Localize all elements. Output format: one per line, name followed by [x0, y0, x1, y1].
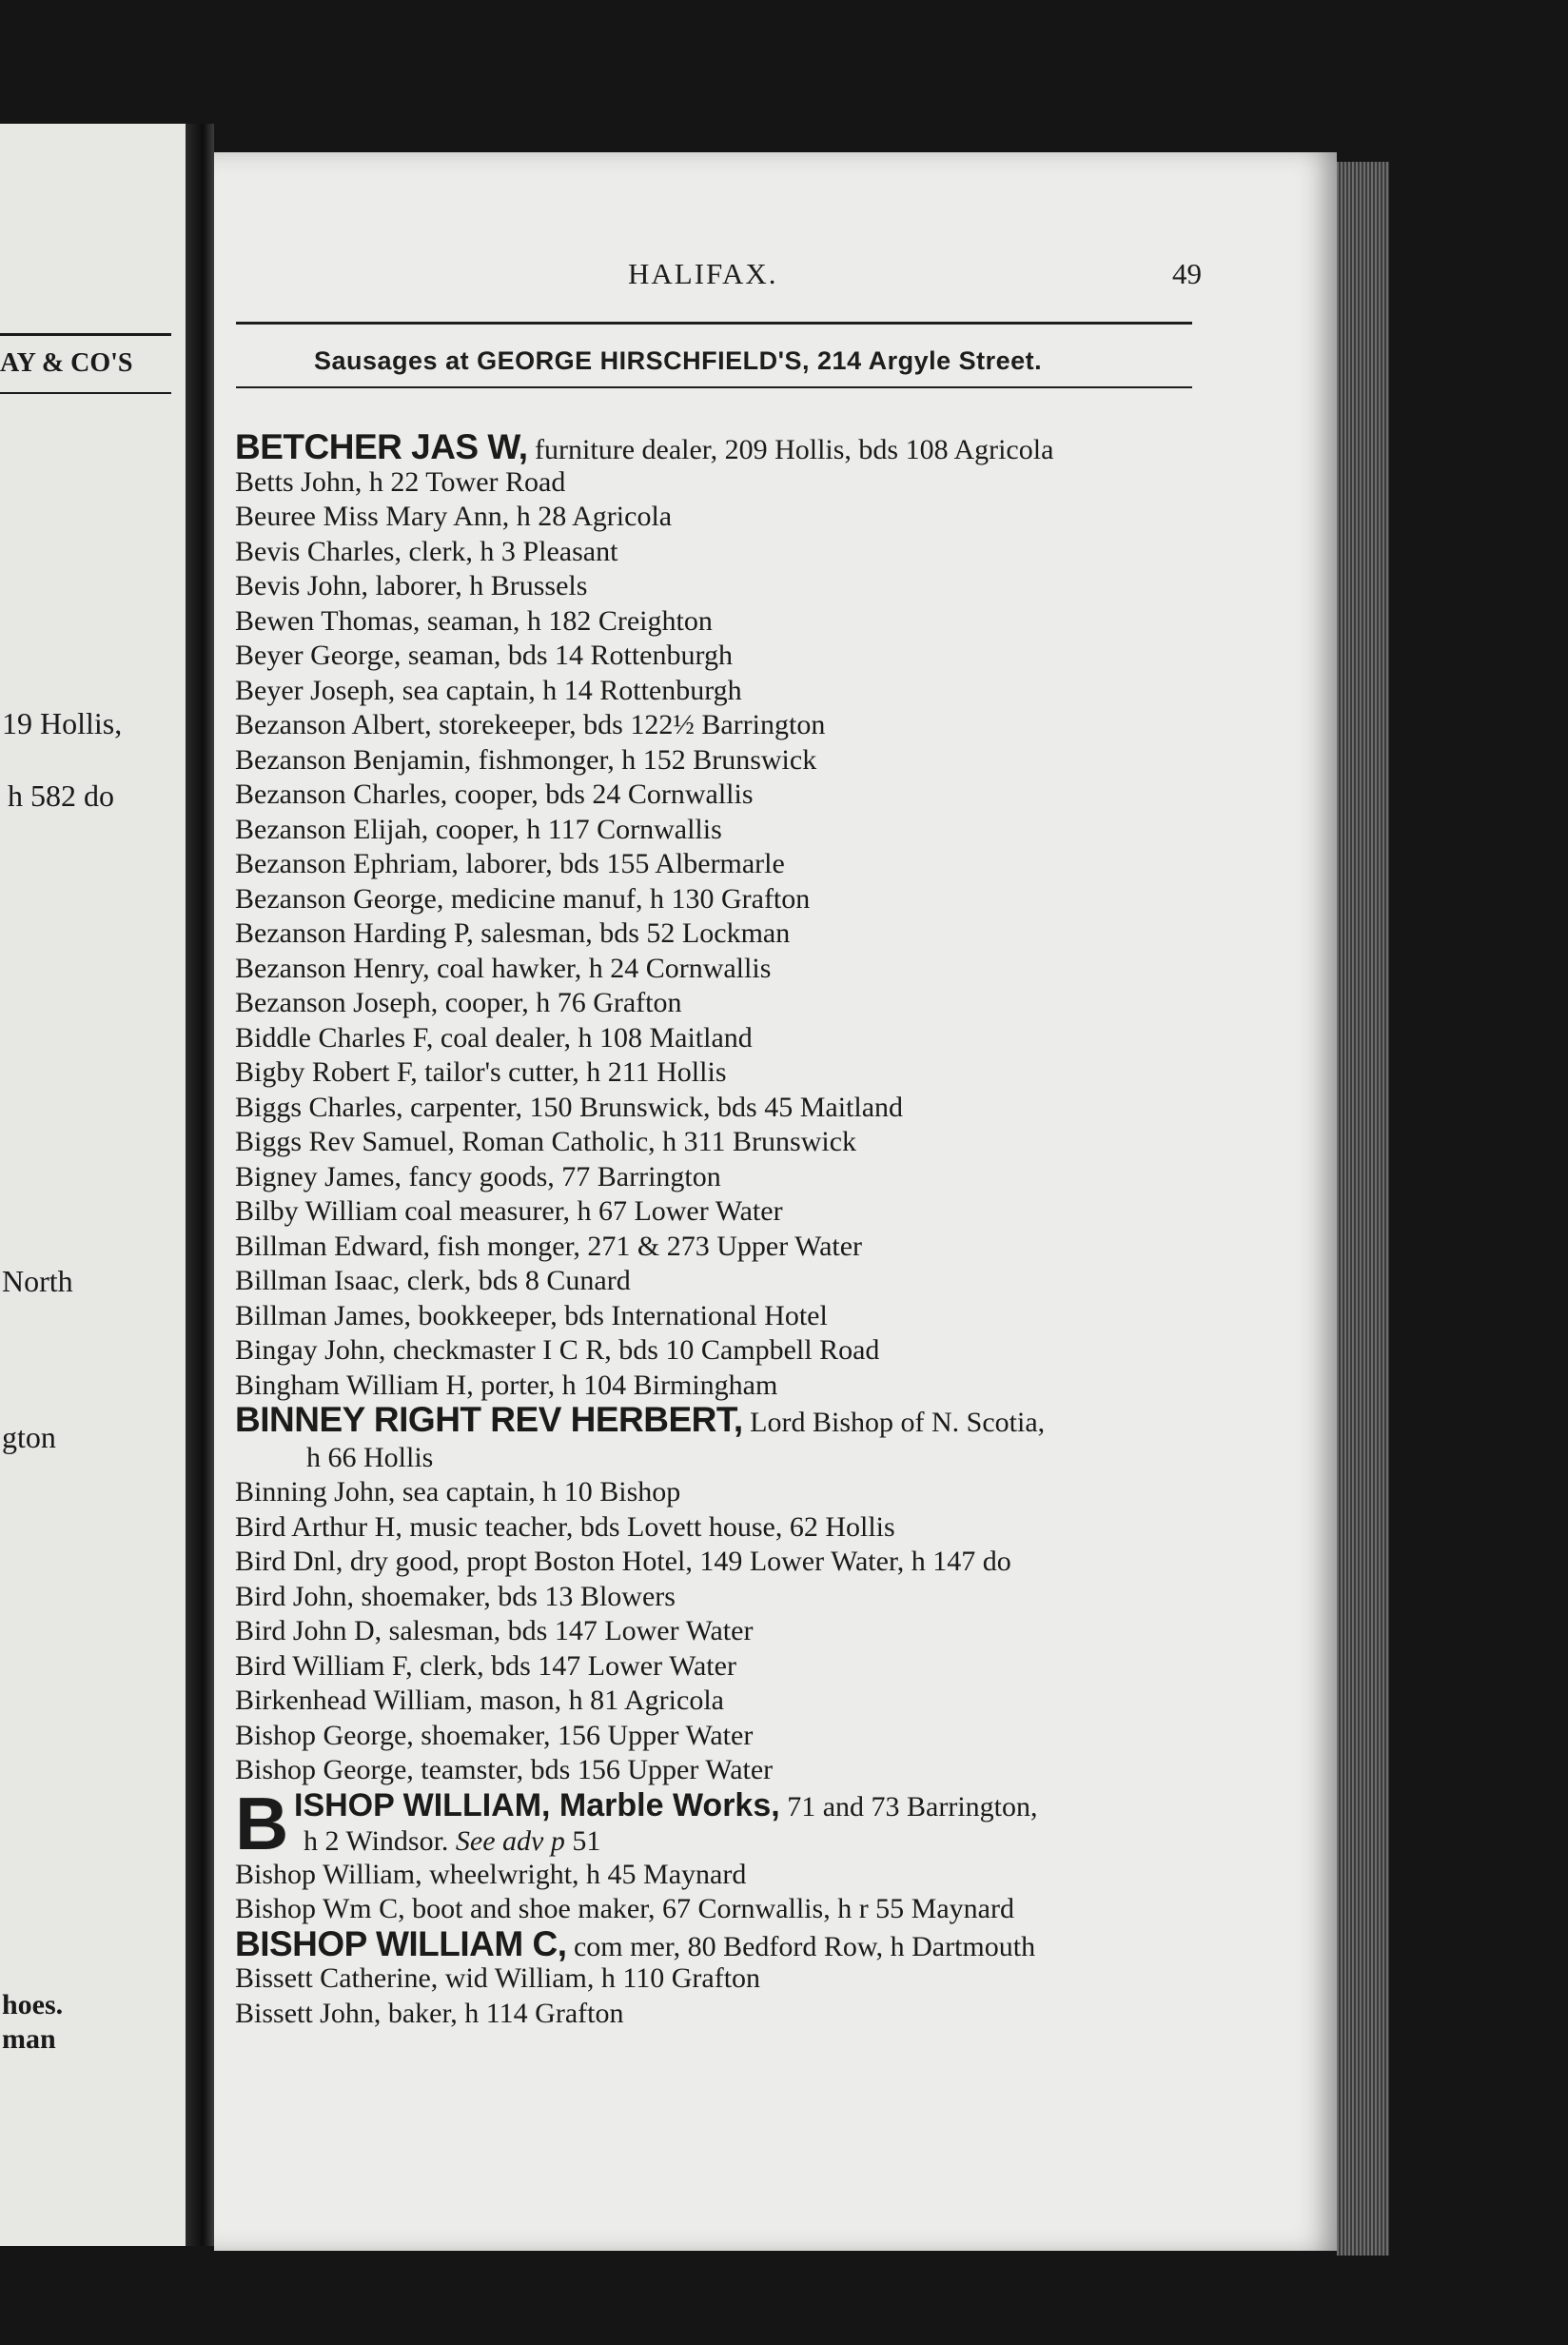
running-head: HALIFAX. [628, 257, 778, 290]
directory-entry: Betts John, h 22 Tower Road [235, 465, 566, 498]
directory-entry: Bevis John, laborer, h Brussels [235, 570, 588, 601]
directory-entry: Bird Arthur H, music teacher, bds Lovett house, 62 Hollis [235, 1510, 895, 1543]
page-edges [1337, 162, 1389, 2256]
directory-entry: Bezanson Charles, cooper, bds 24 Cornwallis [235, 778, 754, 810]
left-page-rule [0, 333, 171, 336]
header-rule-top [236, 322, 1192, 325]
directory-entry: Bishop William, wheelwright, h 45 Maynard [235, 1858, 747, 1890]
directory-entry: Binning John, sea captain, h 10 Bishop [235, 1476, 681, 1508]
directory-entry: Biddle Charles F, coal dealer, h 108 Maitland [235, 1021, 753, 1054]
directory-entry: Bezanson Ephriam, laborer, bds 155 Albermarle [235, 848, 785, 879]
directory-entry: Bezanson Harding P, salesman, bds 52 Lockman [235, 917, 791, 949]
directory-entry-dropcap [235, 1781, 1225, 1865]
drop-cap-letter: B [235, 1781, 289, 1865]
entry-text: furniture dealer, 209 Hollis, bds 108 Agricola [527, 434, 1054, 465]
left-page-rule [0, 392, 171, 394]
entry-text: 51 [564, 1825, 601, 1857]
directory-entry: Bigby Robert F, tailor's cutter, h 211 Hollis [235, 1056, 727, 1088]
entry-text: 71 and 73 Barrington, [779, 1790, 1038, 1823]
directory-entry: Biggs Rev Samuel, Roman Catholic, h 311 Brunswick [235, 1126, 857, 1157]
directory-entry: Beyer Joseph, sea captain, h 14 Rottenburgh [235, 674, 742, 706]
directory-entry: Bishop George, shoemaker, 156 Upper Water [235, 1719, 754, 1751]
directory-entry: Bishop George, teamster, bds 156 Upper Water [235, 1754, 774, 1785]
entry-text: com mer, 80 Bedford Row, h Dartmouth [566, 1930, 1036, 1962]
entry-bold-name: BISHOP WILLIAM C, [235, 1923, 567, 1963]
directory-entry: Bird William F, clerk, bds 147 Lower Water [235, 1649, 736, 1682]
directory-entry: Bird Dnl, dry good, propt Boston Hotel, 149 Lower Water, h 147 do [235, 1546, 1011, 1577]
directory-entry [235, 1923, 1225, 1963]
directory-entry: Billman Isaac, clerk, bds 8 Cunard [235, 1265, 631, 1296]
directory-entry: Bezanson Benjamin, fishmonger, h 152 Brunswick [235, 743, 817, 776]
entry-bold-name: BETCHER JAS W, [235, 427, 528, 466]
directory-entry: Bird John, shoemaker, bds 13 Blowers [235, 1580, 676, 1612]
directory-entry: Bissett Catherine, wid William, h 110 Grafton [235, 1962, 761, 1994]
directory-entry: Bezanson George, medicine manuf, h 130 Grafton [235, 882, 811, 915]
header-rule-bottom [236, 386, 1192, 388]
book-gutter [186, 124, 214, 2246]
left-page-fragment: North [2, 1264, 73, 1298]
entry-bold-name: BINNEY RIGHT REV HERBERT, [235, 1400, 743, 1439]
directory-entry: Beyer George, seaman, bds 14 Rottenburgh [235, 640, 733, 671]
entry-continuation: h 66 Hollis [306, 1441, 434, 1473]
directory-entry [235, 1400, 1225, 1475]
directory-entry: Bishop Wm C, boot and shoe maker, 67 Cornwallis, h r 55 Maynard [235, 1893, 1014, 1924]
directory-entry: Bezanson Elijah, cooper, h 117 Cornwallis [235, 813, 722, 845]
directory-entry: Bingay John, checkmaster I C R, bds 10 Campbell Road [235, 1334, 880, 1366]
directory-entry: Bezanson Henry, coal hawker, h 24 Cornwallis [235, 952, 772, 984]
left-page-fragment: man [2, 2023, 56, 2055]
entry-text: h 2 Windsor. [304, 1825, 456, 1857]
left-page-fragment: 19 Hollis, [2, 706, 123, 740]
directory-entry: Bird John D, salesman, bds 147 Lower Water [235, 1615, 754, 1646]
directory-entry: Birkenhead William, mason, h 81 Agricola [235, 1685, 724, 1716]
left-page-fragment: h 582 do [8, 778, 114, 813]
left-page-margin [0, 124, 186, 2246]
directory-entry [235, 427, 1225, 466]
directory-entry: Bissett John, baker, h 114 Grafton [235, 1997, 624, 2029]
directory-entry: Bilby William coal measurer, h 67 Lower Water [235, 1195, 783, 1227]
left-page-header: AY & CO'S [0, 348, 133, 378]
entry-continuation [294, 1824, 1225, 1860]
left-page-fragment: gton [2, 1420, 56, 1454]
directory-entry: Bigney James, fancy goods, 77 Barrington [235, 1160, 721, 1192]
directory-entry: Bezanson Albert, storekeeper, bds 122½ Barrington [235, 709, 826, 740]
directory-entry: Bewen Thomas, seaman, h 182 Creighton [235, 604, 713, 637]
directory-entry: Biggs Charles, carpenter, 150 Brunswick, bds 45 Maitland [235, 1091, 904, 1123]
directory-entry: Bezanson Joseph, cooper, h 76 Grafton [235, 987, 682, 1018]
entry-text: Lord Bishop of N. Scotia, [742, 1407, 1046, 1438]
directory-entry: Billman Edward, fish monger, 271 & 273 Upper Water [235, 1230, 863, 1262]
directory-entry: Bevis Charles, clerk, h 3 Pleasant [235, 535, 618, 567]
left-page-fragment: hoes. [2, 1989, 64, 2020]
directory-entry: Billman James, bookkeeper, bds International Hotel [235, 1299, 828, 1331]
page-number: 49 [1172, 257, 1202, 290]
entry-italic-text: See adv p [455, 1825, 565, 1857]
advertisement-banner: Sausages at GEORGE HIRSCHFIELD'S, 214 Argyle Street. [314, 346, 1043, 375]
directory-entries [235, 427, 1225, 2031]
directory-entry: Bingham William H, porter, h 104 Birmingham [235, 1369, 778, 1401]
entry-bold-name: ISHOP WILLIAM, Marble Works, [294, 1786, 780, 1823]
directory-entry: Beuree Miss Mary Ann, h 28 Agricola [235, 501, 673, 532]
